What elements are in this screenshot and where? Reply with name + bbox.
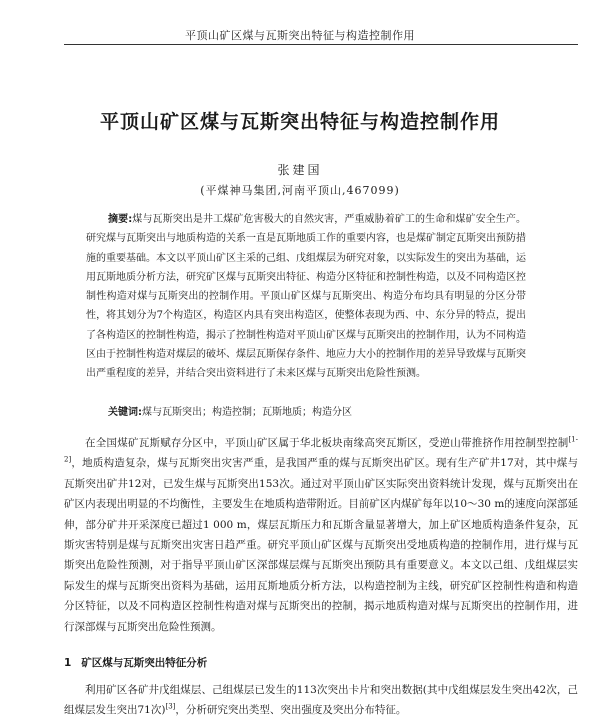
keywords bbox=[86, 403, 526, 422]
section-heading bbox=[64, 655, 578, 670]
intro-paragraph bbox=[64, 433, 578, 637]
paper-title: 平顶山矿区煤与瓦斯突出特征与构造控制作用 bbox=[99, 111, 500, 133]
header-rule bbox=[64, 44, 578, 45]
citation: [1-2] bbox=[64, 435, 578, 464]
section-number: 1 bbox=[64, 657, 72, 669]
section-title: 矿区煤与瓦斯突出特征分析 bbox=[81, 657, 208, 669]
abstract bbox=[86, 210, 526, 384]
keywords-text: 煤与瓦斯突出；构造控制；瓦斯地质；构造分区 bbox=[142, 407, 352, 418]
abstract-label: 摘要: bbox=[108, 214, 133, 225]
section-text-a: 利用矿区各矿井戊组煤层、己组煤层已发生的113次突出卡片和突出数据(其中戊组煤层发生突出42次，己组煤层发生突出71次) bbox=[64, 684, 578, 716]
intro-text-a: 在全国煤矿瓦斯赋存分区中，平顶山矿区属于华北板块南缘高突瓦斯区，受逆山带推挤作用控制型控制 bbox=[85, 437, 569, 449]
abstract-text: 煤与瓦斯突出是井工煤矿危害极大的自然灾害，严重威胁着矿工的生命和煤矿安全生产。研究煤与瓦斯突出与地质构造的关系一直是瓦斯地质工作的重要内容，也是煤矿制定瓦斯突出预防措施的重要基础。本文以平顶山矿区主采的己组、戊组煤层为研究对象，以实际发生的突出为基础，运用瓦斯地质分析方法，研究矿区煤与瓦斯突出特征、构造分区特征和控制性构造，以及不同构造区控制性构造对煤与瓦斯突出的控制作用。平顶山矿区煤与瓦斯突出、构造分布均具有明显的分区分带性，将其划分为7个构造区，构造区内具有突出构造区，使整体表现为西、中、东分异的特点，提出了各构造区的控制性构造，揭示了控制性构造对平顶山矿区煤与瓦斯突出的控制作用，认为不同构造区由于控制性构造对煤层的破坏、煤层瓦斯保存条件、地应力大小的控制作用的差异导致煤与瓦斯突出严重程度的差异，并结合突出资料进行了未来区煤与瓦斯突出危险性预测。 bbox=[86, 214, 527, 380]
keywords-label: 关键词: bbox=[108, 407, 142, 418]
citation: [3] bbox=[165, 702, 176, 711]
author: 张建国 bbox=[277, 163, 323, 177]
running-head: 平顶山矿区煤与瓦斯突出特征与构造控制作用 bbox=[185, 29, 415, 42]
affiliation: (平煤神马集团,河南平顶山,467099) bbox=[200, 184, 400, 197]
section-paragraph bbox=[64, 680, 578, 720]
section-text-b: ，分析研究突出类型、突出强度及突出分布特征。 bbox=[175, 704, 407, 716]
intro-text-b: ，地质构造复杂，煤与瓦斯突出灾害严重，是我国严重的煤与瓦斯突出矿区。现有生产矿井17对，其中煤与瓦斯突出矿井12对，已发生煤与瓦斯突出153次。通过对平顶山矿区实际突出资料统计发现，煤与瓦斯突出在矿区内表现出明显的不均衡性，主要发生在地质构造带附近。目前矿区内煤矿每年以10～30 m的速度向深部延伸，部分矿井开采深度已超过1 000 m，煤层瓦斯压力和瓦斯含量显著增大，加上矿区地质构造条件复杂，瓦斯灾害特别是煤与瓦斯突出灾害日趋严重。研究平顶山矿区煤与瓦斯突出受地质构造的控制作用，进行煤与瓦斯突出危险性预测，对于指导平顶山矿区深部煤层煤与瓦斯突出预防具有重要意义。本文以己组、戊组煤层实际发生的煤与瓦斯突出资料为基础，运用瓦斯地质分析方法，以构造控制为主线，研究矿区控制性构造和构造分区特征，以及不同构造区控制性构造对煤与瓦斯突出的控制，揭示地质构造对煤与瓦斯突出的控制作用，进行深部煤与瓦斯突出危险性预测。 bbox=[64, 457, 578, 633]
